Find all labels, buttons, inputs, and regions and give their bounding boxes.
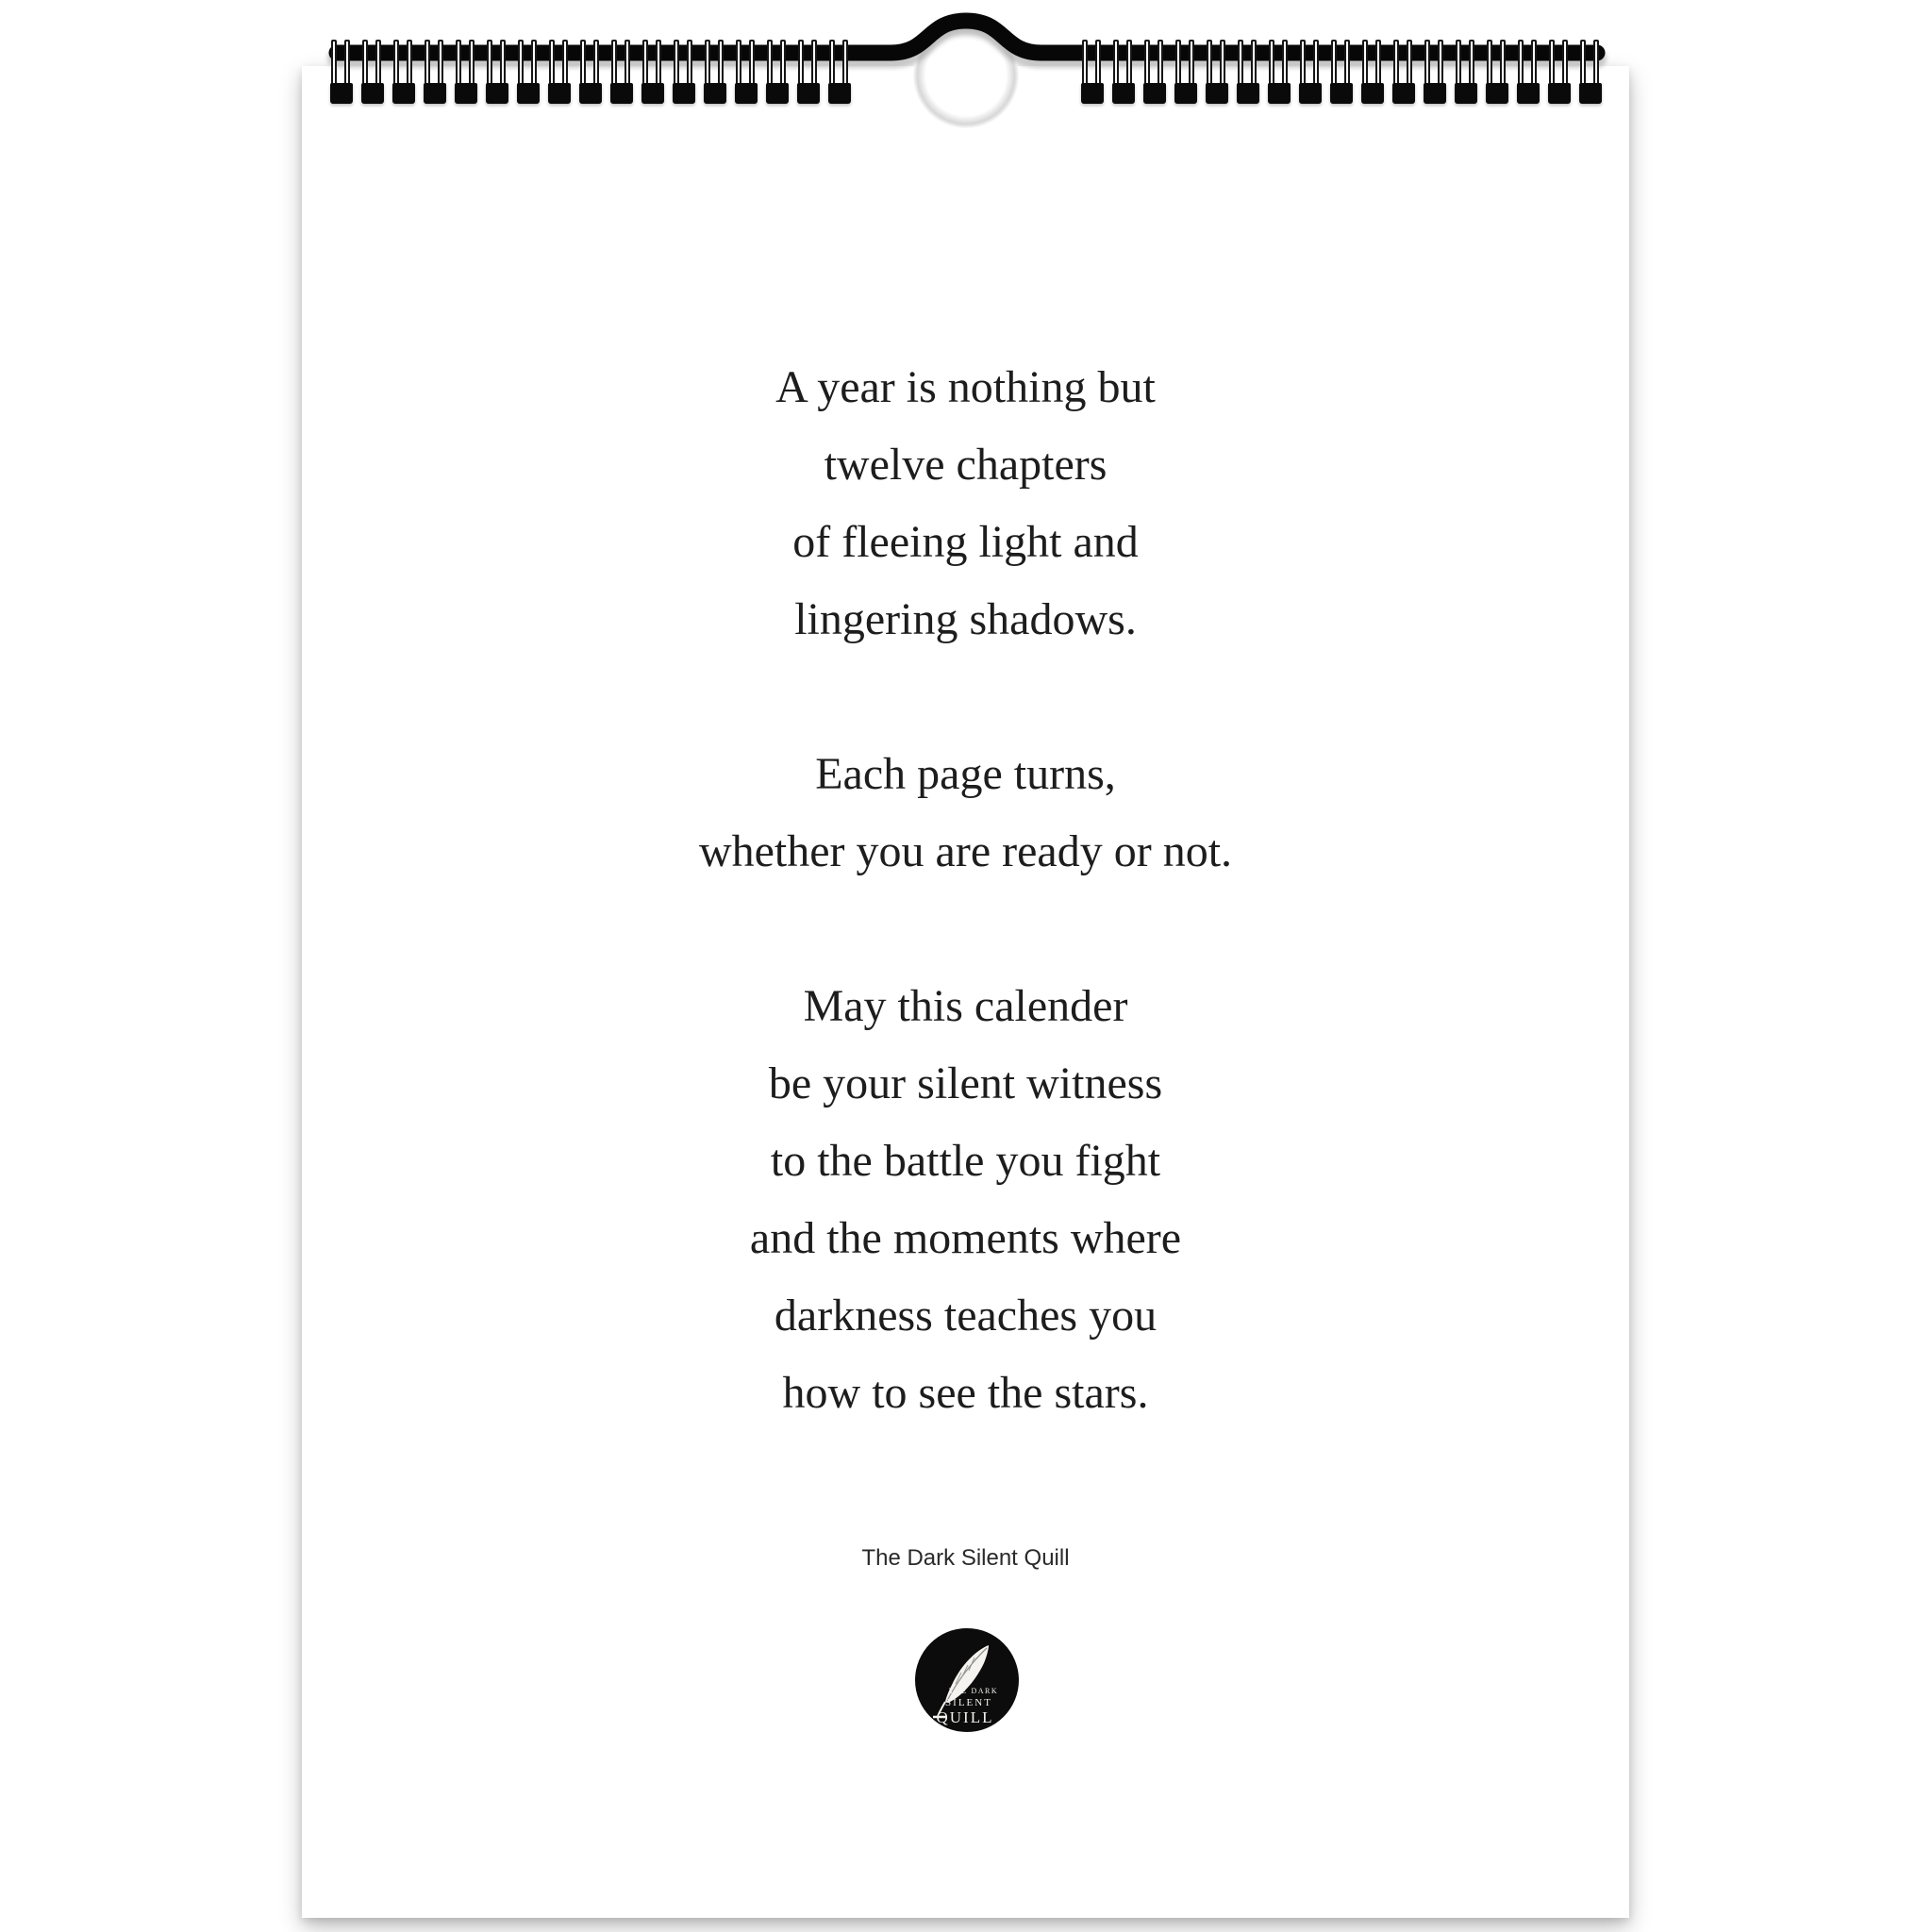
loop-wire — [1220, 40, 1225, 89]
spiral-loop — [455, 40, 477, 104]
loop-wire — [1593, 40, 1599, 89]
loop-wire — [780, 40, 786, 89]
loop-wire — [1562, 40, 1568, 89]
logo-text-line1: THE DARK — [948, 1687, 999, 1695]
loop-wire — [1518, 40, 1524, 89]
attribution: The Dark Silent Quill — [861, 1545, 1070, 1571]
loop-wire — [1500, 40, 1506, 89]
loop-wire — [375, 40, 381, 89]
loop-wire — [829, 40, 835, 89]
poem-line: whether you are ready or not. — [698, 826, 1233, 876]
loop-cap — [424, 83, 446, 104]
spiral-loop — [766, 40, 789, 104]
loop-cap — [1268, 83, 1291, 104]
loop-cap — [392, 83, 415, 104]
loop-cap — [1143, 83, 1166, 104]
loop-cap — [1424, 83, 1446, 104]
spiral-loop — [361, 40, 384, 104]
spiral-loop — [579, 40, 602, 104]
loop-wire — [456, 40, 461, 89]
loop-wire — [1438, 40, 1443, 89]
spiral-loop — [1237, 40, 1259, 104]
logo — [914, 1627, 1020, 1733]
loop-wire — [687, 40, 692, 89]
loop-cap — [1579, 83, 1602, 104]
spiral-loop — [704, 40, 726, 104]
loop-cap — [1517, 83, 1540, 104]
spiral-loop — [330, 40, 353, 104]
spiral-loop — [1206, 40, 1228, 104]
loop-wire — [1393, 40, 1399, 89]
loop-wire — [1238, 40, 1243, 89]
loop-wire — [642, 40, 648, 89]
loop-cap — [641, 83, 664, 104]
loop-cap — [1455, 83, 1477, 104]
loop-wire — [469, 40, 475, 89]
loop-cap — [517, 83, 540, 104]
spiral-loop — [392, 40, 415, 104]
loop-cap — [1392, 83, 1415, 104]
loop-cap — [1174, 83, 1197, 104]
loop-wire — [1175, 40, 1181, 89]
poem-line: darkness teaches you — [774, 1291, 1158, 1341]
loop-cap — [455, 83, 477, 104]
logo-text-line3: QUILL — [936, 1708, 994, 1726]
loop-wire — [531, 40, 537, 89]
loop-wire — [487, 40, 492, 89]
binding-loops — [0, 0, 1932, 170]
loop-cap — [548, 83, 571, 104]
loop-wire — [611, 40, 617, 89]
spiral-loop — [1174, 40, 1197, 104]
loop-wire — [705, 40, 710, 89]
loop-wire — [811, 40, 817, 89]
spiral-loop — [1455, 40, 1477, 104]
spiral-loop — [1548, 40, 1571, 104]
loop-cap — [704, 83, 726, 104]
loop-wire — [625, 40, 630, 89]
loop-wire — [1531, 40, 1537, 89]
spiral-loop — [1268, 40, 1291, 104]
loop-wire — [1424, 40, 1430, 89]
loop-wire — [562, 40, 568, 89]
spiral-loop — [1330, 40, 1353, 104]
loop-cap — [828, 83, 851, 104]
spiral-loop — [641, 40, 664, 104]
loop-wire — [1126, 40, 1132, 89]
loop-cap — [1112, 83, 1135, 104]
loop-wire — [1251, 40, 1257, 89]
spiral-loop — [735, 40, 758, 104]
loop-cap — [330, 83, 353, 104]
loop-wire — [362, 40, 368, 89]
loop-wire — [1082, 40, 1088, 89]
loop-cap — [1361, 83, 1384, 104]
poem — [302, 349, 1629, 1509]
paper — [302, 66, 1629, 1918]
loop-cap — [361, 83, 384, 104]
loop-wire — [1207, 40, 1212, 89]
poem-stanza — [302, 968, 1629, 1432]
poem-line: twelve chapters — [824, 440, 1108, 490]
poem-line: May this calender — [803, 981, 1128, 1031]
spiral-loop — [1424, 40, 1446, 104]
spiral-loop — [673, 40, 695, 104]
loop-wire — [549, 40, 555, 89]
loop-wire — [438, 40, 443, 89]
loop-wire — [1313, 40, 1319, 89]
poem-stanza — [302, 349, 1629, 658]
loop-cap — [1206, 83, 1228, 104]
loop-cap — [673, 83, 695, 104]
poem-line: of fleeing light and — [792, 517, 1139, 567]
spiral-loop — [517, 40, 540, 104]
poem-line: how to see the stars. — [782, 1368, 1149, 1418]
loop-wire — [1407, 40, 1412, 89]
loop-wire — [767, 40, 773, 89]
spiral-loop — [486, 40, 508, 104]
loop-cap — [1237, 83, 1259, 104]
loop-cap — [1548, 83, 1571, 104]
spiral-loop — [1392, 40, 1415, 104]
loop-cap — [1486, 83, 1508, 104]
loop-cap — [486, 83, 508, 104]
loop-wire — [1189, 40, 1194, 89]
loop-cap — [1330, 83, 1353, 104]
loop-wire — [1549, 40, 1555, 89]
loop-wire — [1456, 40, 1461, 89]
loop-wire — [1362, 40, 1368, 89]
loop-wire — [580, 40, 586, 89]
loop-cap — [797, 83, 820, 104]
loop-wire — [593, 40, 599, 89]
loop-wire — [1144, 40, 1150, 89]
loop-cap — [1299, 83, 1322, 104]
spiral-loop — [1517, 40, 1540, 104]
spiral-loop — [1143, 40, 1166, 104]
spiral-loop — [548, 40, 571, 104]
loop-wire — [798, 40, 804, 89]
loop-wire — [407, 40, 412, 89]
poem-stanza — [302, 736, 1629, 891]
loop-wire — [1469, 40, 1474, 89]
loop-wire — [674, 40, 679, 89]
loop-wire — [425, 40, 430, 89]
spiral-loop — [1486, 40, 1508, 104]
loop-wire — [1269, 40, 1274, 89]
loop-wire — [500, 40, 506, 89]
loop-cap — [766, 83, 789, 104]
poem-line: and the moments where — [749, 1213, 1182, 1263]
loop-cap — [579, 83, 602, 104]
spiral-loop — [1361, 40, 1384, 104]
spiral-loop — [610, 40, 633, 104]
loop-wire — [1375, 40, 1381, 89]
spiral-loop — [1081, 40, 1104, 104]
loop-wire — [718, 40, 724, 89]
loop-wire — [1300, 40, 1306, 89]
spiral-loop — [424, 40, 446, 104]
loop-wire — [1095, 40, 1101, 89]
loop-wire — [749, 40, 755, 89]
loop-wire — [842, 40, 848, 89]
loop-wire — [1580, 40, 1586, 89]
loop-cap — [610, 83, 633, 104]
poem-line: be your silent witness — [768, 1058, 1163, 1108]
loop-wire — [1487, 40, 1492, 89]
loop-cap — [1081, 83, 1104, 104]
spiral-loop — [797, 40, 820, 104]
loop-wire — [344, 40, 350, 89]
poem-line: Each page turns, — [815, 749, 1116, 799]
spiral-loop — [1299, 40, 1322, 104]
loop-wire — [736, 40, 741, 89]
loop-wire — [1113, 40, 1119, 89]
spiral-loop — [828, 40, 851, 104]
loop-wire — [331, 40, 337, 89]
loop-cap — [735, 83, 758, 104]
logo-text-line2: SILENT — [945, 1697, 992, 1708]
loop-wire — [518, 40, 524, 89]
loop-wire — [1344, 40, 1350, 89]
loop-wire — [1282, 40, 1288, 89]
loop-wire — [393, 40, 399, 89]
spiral-loop — [1112, 40, 1135, 104]
loop-wire — [1158, 40, 1163, 89]
spiral-loop — [1579, 40, 1602, 104]
loop-wire — [1331, 40, 1337, 89]
spiral-binding — [0, 0, 1932, 170]
poem-line: lingering shadows. — [794, 594, 1137, 644]
poem-line: A year is nothing but — [775, 362, 1156, 412]
loop-wire — [656, 40, 661, 89]
poem-line: to the battle you fight — [770, 1136, 1161, 1186]
